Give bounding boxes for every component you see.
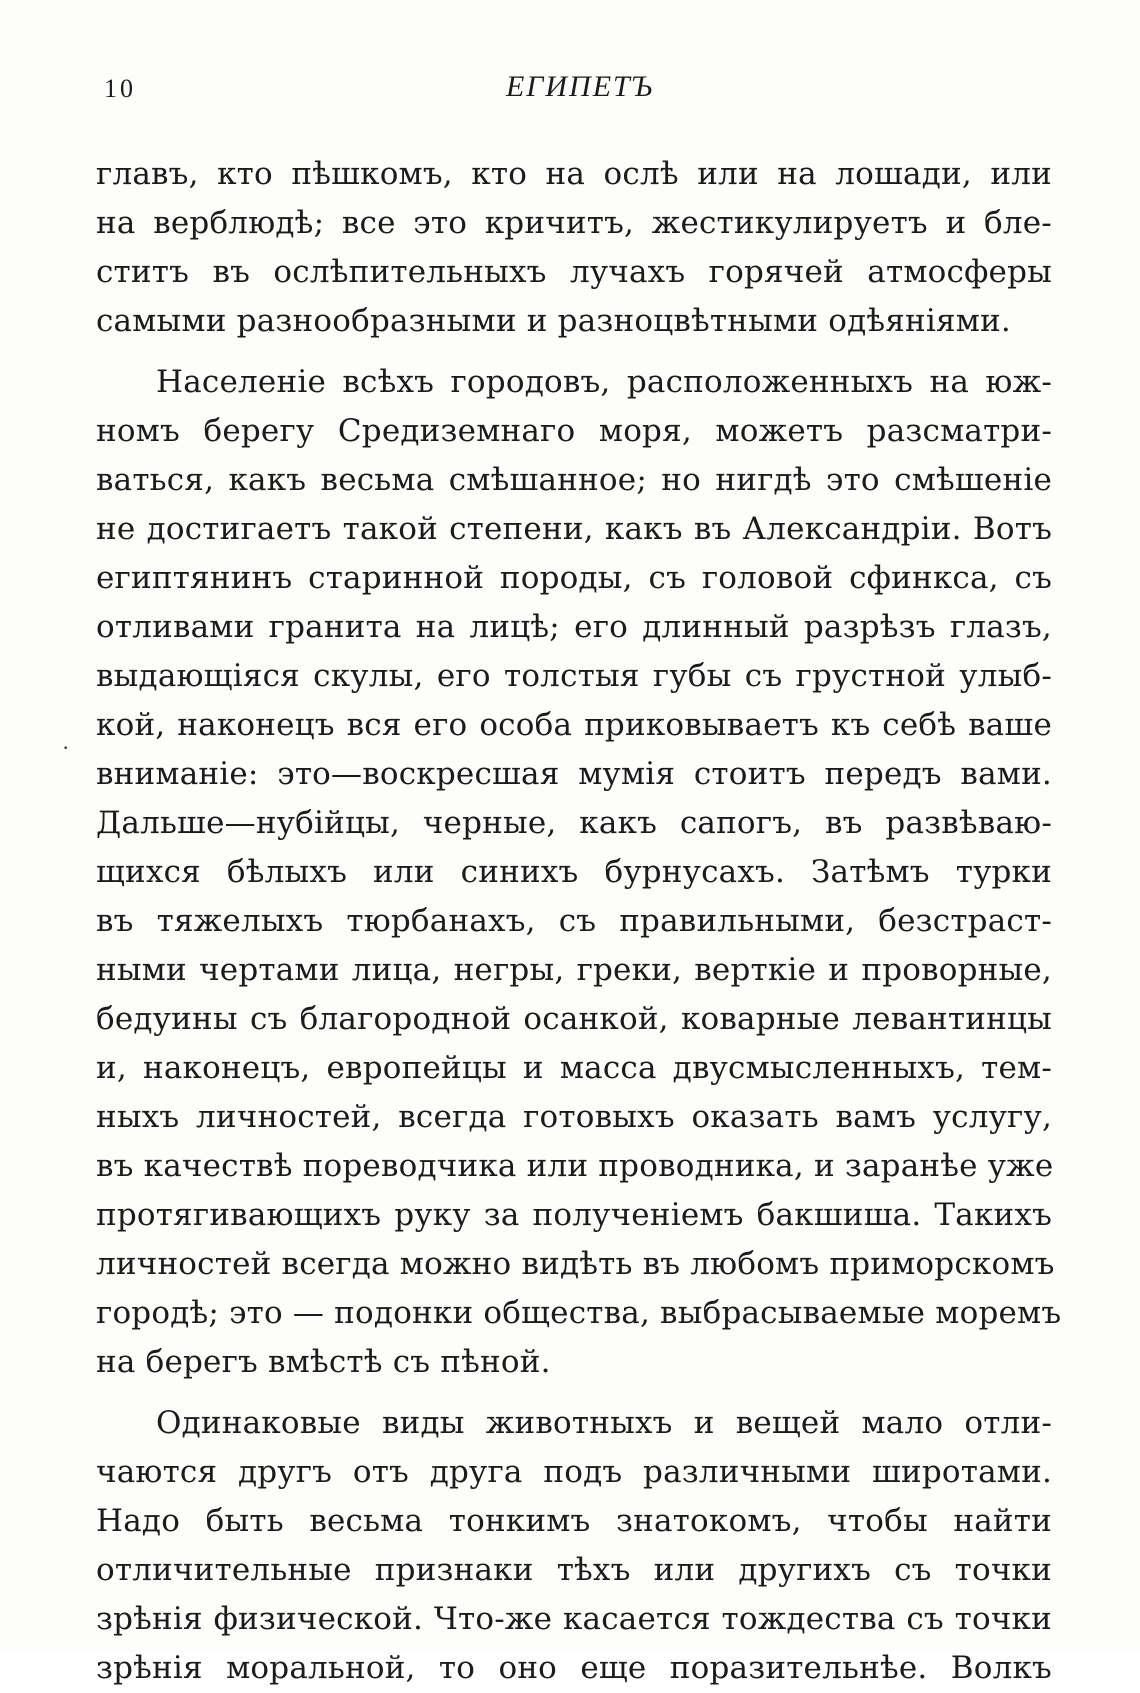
text-line: и, наконецъ, европейцы и масса двусмысленныхъ, тем- (96, 1050, 1052, 1086)
text-line: ными чертами лица, негры, греки, верткіе и проворные, (96, 952, 1052, 988)
text-line: главъ, кто пѣшкомъ, кто на ослѣ или на лошади, или (96, 156, 1052, 192)
text-line: отливами гранита на лицѣ; его длинный разрѣзъ глазъ, (96, 609, 1052, 645)
text-line: самыми разнообразными и разноцвѣтными одѣяніями. (96, 303, 1011, 339)
text-line: зрѣнія моральной, то оно еще поразительнѣе. Волкъ (96, 1650, 1052, 1686)
text-line: номъ берегу Средиземнаго моря, можетъ разсматри- (96, 413, 1052, 449)
paragraph-first-line: Одинаковые виды животныхъ и вещей мало отли- (156, 1405, 1052, 1441)
text-line: выдающіяся скулы, его толстыя губы съ грустной улыб- (96, 658, 1052, 694)
text-line: кой, наконецъ вся его особа приковываетъ къ себѣ ваше (96, 707, 1052, 743)
text-line: чаются другъ отъ друга подъ различными широтами. (96, 1454, 1052, 1490)
text-line: на берегъ вмѣстѣ съ пѣной. (96, 1344, 551, 1380)
body-text (96, 150, 1062, 1693)
paragraph-first-line: Населеніе всѣхъ городовъ, расположенныхъ на юж- (156, 364, 1052, 400)
text-line: щихся бѣлыхъ или синихъ бурнусахъ. Затѣмъ турки (96, 854, 1052, 890)
text-line: бедуины съ благородной осанкой, коварные левантинцы (96, 1001, 1052, 1037)
text-line: городѣ; это — подонки общества, выбрасываемые моремъ (96, 1295, 1062, 1331)
text-line: въ качествѣ пореводчика или проводника, и заранѣе уже (96, 1148, 1054, 1184)
page-header (0, 70, 1140, 114)
text-line: Надо быть весьма тонкимъ знатокомъ, чтобы найти (96, 1503, 1052, 1539)
page-number: 10 (104, 74, 136, 103)
text-line: египтянинъ старинной породы, съ головой сфинкса, съ (96, 560, 1052, 596)
text-line: отличительные признаки тѣхъ или другихъ съ точки (96, 1552, 1052, 1588)
text-line: протягивающихъ руку за полученіемъ бакшиша. Такихъ (96, 1197, 1052, 1233)
margin-mark: · (62, 735, 70, 760)
text-line: не достигаетъ такой степени, какъ въ Александріи. Вотъ (96, 511, 1052, 547)
text-line: вниманіе: это—воскресшая мумія стоитъ передъ вами. (96, 756, 1052, 792)
text-line: ститъ въ ослѣпительныхъ лучахъ горячей атмосферы (96, 254, 1052, 290)
text-line: зрѣнія физической. Что-же касается тождества съ точки (96, 1601, 1052, 1637)
text-line: ныхъ личностей, всегда готовыхъ оказать вамъ услугу, (96, 1099, 1052, 1135)
text-line: ваться, какъ весьма смѣшанное; но нигдѣ это смѣшеніе (96, 462, 1052, 498)
text-line: на верблюдѣ; все это кричитъ, жестикулируетъ и бле- (96, 205, 1052, 241)
text-line: Дальше—нубійцы, черные, какъ сапогъ, въ развѣваю- (96, 805, 1052, 841)
text-line: личностей всегда можно видѣть въ любомъ приморскомъ (96, 1246, 1055, 1282)
text-line: въ тяжелыхъ тюрбанахъ, съ правильными, безстраст- (96, 903, 1052, 939)
running-title: ЕГИПЕТЪ (505, 70, 654, 103)
